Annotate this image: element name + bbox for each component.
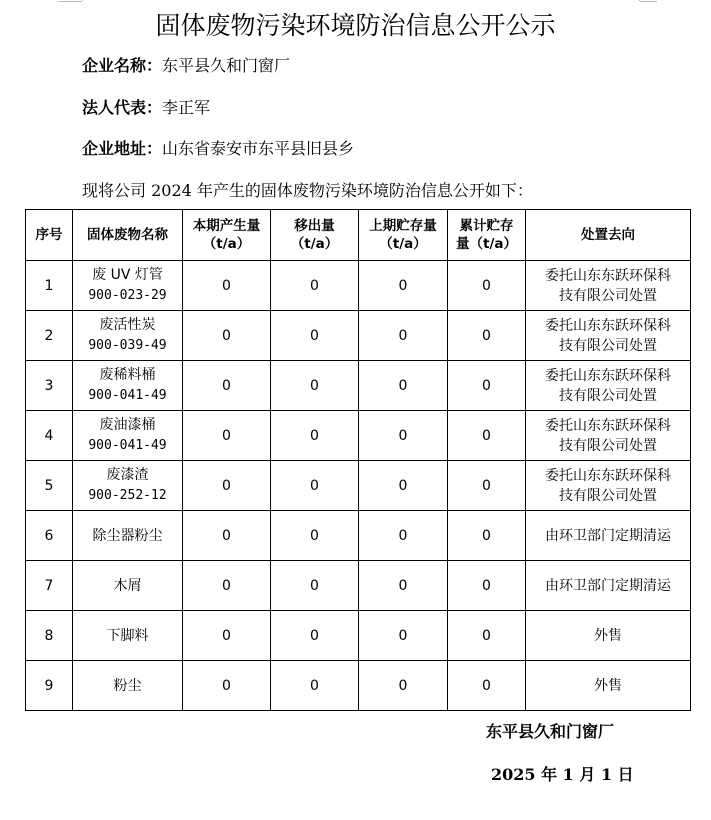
table-row <box>26 461 691 511</box>
row-disposal: 由环卫部门定期清运 <box>526 511 691 561</box>
footer-date: 2025 年 1 月 1 日 <box>491 765 634 784</box>
row-disposal: 委托山东东跃环保科 技有限公司处置 <box>526 361 691 411</box>
header-moved: 移出量 （t/a） <box>271 210 359 261</box>
header-produced: 本期产生量 （t/a） <box>183 210 271 261</box>
row-waste-name: 除尘器粉尘 <box>73 511 183 561</box>
row-cum-storage: 0 <box>448 311 526 361</box>
row-produced: 0 <box>183 311 271 361</box>
row-produced: 0 <box>183 661 271 711</box>
company-address-label: 企业地址： <box>82 139 163 158</box>
row-prev-storage: 0 <box>359 361 448 411</box>
waste-table <box>25 209 691 711</box>
row-produced: 0 <box>183 461 271 511</box>
row-no: 4 <box>26 411 73 461</box>
row-no: 5 <box>26 461 73 511</box>
row-waste-name: 粉尘 <box>73 661 183 711</box>
row-no: 8 <box>26 611 73 661</box>
row-moved: 0 <box>271 461 359 511</box>
row-produced: 0 <box>183 361 271 411</box>
table-header-row <box>26 210 691 261</box>
company-name-value: 东平县久和门窗厂 <box>162 56 291 75</box>
row-cum-storage: 0 <box>448 411 526 461</box>
row-moved: 0 <box>271 561 359 611</box>
page-corner-mark-left <box>58 0 82 2</box>
table-row <box>26 611 691 661</box>
row-no: 9 <box>26 661 73 711</box>
row-prev-storage: 0 <box>359 511 448 561</box>
table-row <box>26 661 691 711</box>
company-address-field <box>82 136 354 159</box>
header-cum-storage: 累计贮存 量（t/a） <box>448 210 526 261</box>
row-cum-storage: 0 <box>448 661 526 711</box>
row-moved: 0 <box>271 611 359 661</box>
row-cum-storage: 0 <box>448 461 526 511</box>
row-no: 2 <box>26 311 73 361</box>
row-moved: 0 <box>271 261 359 311</box>
row-waste-name: 下脚料 <box>73 611 183 661</box>
row-disposal: 委托山东东跃环保科 技有限公司处置 <box>526 311 691 361</box>
header-waste-name: 固体废物名称 <box>73 210 183 261</box>
row-disposal: 委托山东东跃环保科 技有限公司处置 <box>526 261 691 311</box>
row-waste-name: 木屑 <box>73 561 183 611</box>
intro-text: 现将公司 2024 年产生的固体废物污染环境防治信息公开如下： <box>82 181 533 200</box>
row-produced: 0 <box>183 411 271 461</box>
table-row <box>26 511 691 561</box>
row-disposal: 委托山东东跃环保科 技有限公司处置 <box>526 461 691 511</box>
row-produced: 0 <box>183 611 271 661</box>
row-no: 1 <box>26 261 73 311</box>
row-disposal: 外售 <box>526 661 691 711</box>
row-produced: 0 <box>183 561 271 611</box>
row-moved: 0 <box>271 511 359 561</box>
table-row <box>26 261 691 311</box>
row-no: 7 <box>26 561 73 611</box>
row-waste-name: 废 UV 灯管 900-023-29 <box>73 261 183 311</box>
row-disposal: 由环卫部门定期清运 <box>526 561 691 611</box>
table-row <box>26 561 691 611</box>
row-cum-storage: 0 <box>448 611 526 661</box>
row-produced: 0 <box>183 261 271 311</box>
legal-rep-value: 李正军 <box>162 98 211 117</box>
row-moved: 0 <box>271 311 359 361</box>
row-prev-storage: 0 <box>359 261 448 311</box>
legal-rep-label: 法人代表： <box>82 98 163 117</box>
row-prev-storage: 0 <box>359 661 448 711</box>
row-moved: 0 <box>271 411 359 461</box>
company-name-field <box>82 53 290 76</box>
row-waste-name: 废稀料桶 900-041-49 <box>73 361 183 411</box>
table-row <box>26 411 691 461</box>
row-no: 6 <box>26 511 73 561</box>
row-disposal: 外售 <box>526 611 691 661</box>
row-prev-storage: 0 <box>359 461 448 511</box>
row-waste-name: 废漆渣 900-252-12 <box>73 461 183 511</box>
row-prev-storage: 0 <box>359 611 448 661</box>
row-prev-storage: 0 <box>359 411 448 461</box>
row-cum-storage: 0 <box>448 511 526 561</box>
row-cum-storage: 0 <box>448 361 526 411</box>
table-row <box>26 311 691 361</box>
row-waste-name: 废活性炭 900-039-49 <box>73 311 183 361</box>
table-row <box>26 361 691 411</box>
row-disposal: 委托山东东跃环保科 技有限公司处置 <box>526 411 691 461</box>
page-corner-mark-right <box>640 0 657 2</box>
row-no: 3 <box>26 361 73 411</box>
footer-company-name: 东平县久和门窗厂 <box>486 722 615 741</box>
row-prev-storage: 0 <box>359 561 448 611</box>
company-name-label: 企业名称： <box>82 56 163 75</box>
row-waste-name: 废油漆桶 900-041-49 <box>73 411 183 461</box>
header-disposal: 处置去向 <box>526 210 691 261</box>
row-moved: 0 <box>271 361 359 411</box>
document-title: 固体废物污染环境防治信息公开公示 <box>155 11 556 40</box>
header-no: 序号 <box>26 210 73 261</box>
company-address-value: 山东省泰安市东平县旧县乡 <box>162 139 355 158</box>
row-prev-storage: 0 <box>359 311 448 361</box>
legal-rep-field <box>82 95 210 118</box>
row-moved: 0 <box>271 661 359 711</box>
header-prev-storage: 上期贮存量 （t/a） <box>359 210 448 261</box>
row-cum-storage: 0 <box>448 261 526 311</box>
row-cum-storage: 0 <box>448 561 526 611</box>
row-produced: 0 <box>183 511 271 561</box>
